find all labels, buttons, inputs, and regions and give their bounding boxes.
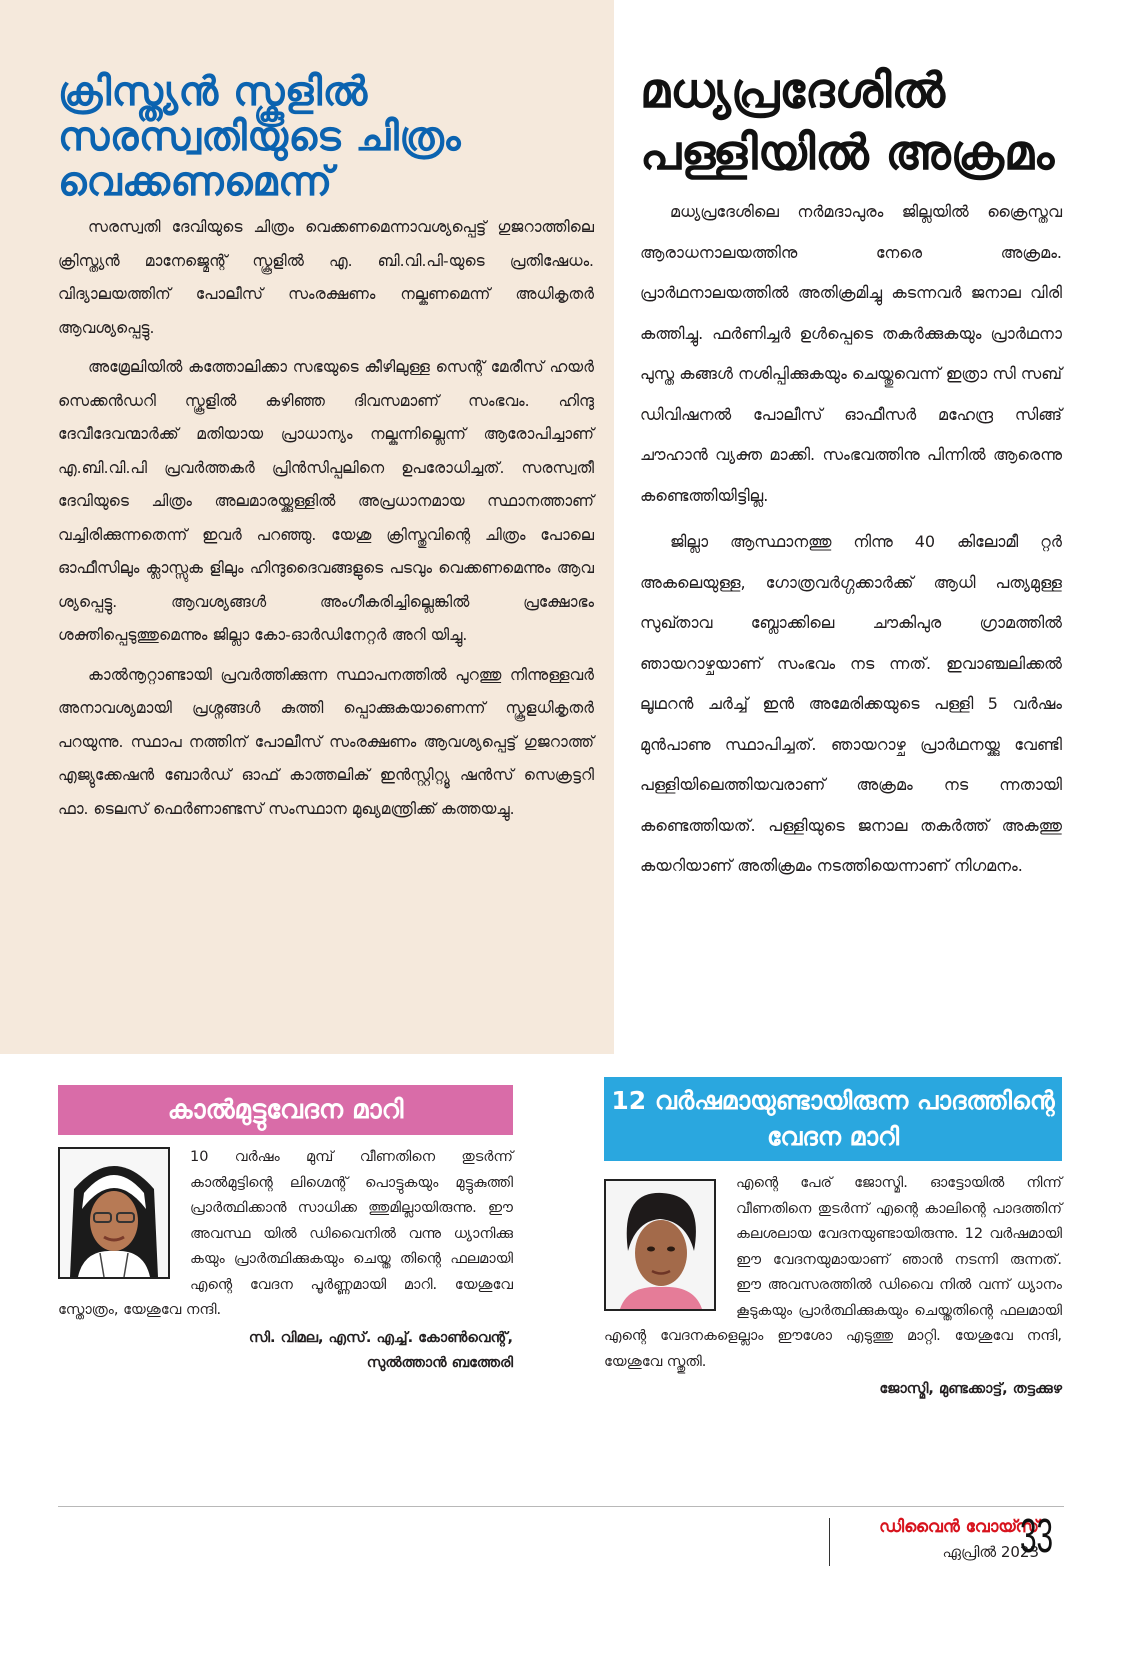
- testimony-banner: 12 വർഷമായുണ്ടായിരുന്ന പാദത്തിന്റെ വേദന മാറി: [604, 1077, 1062, 1161]
- article-headline: ക്രിസ്ത്യൻ സ്കൂളിൽ സരസ്വതിയുടെ ചിത്രം വെക്കണമെന്ന്: [58, 69, 462, 205]
- testimony-foot-pain: [604, 1077, 1062, 1402]
- article-paragraph: കാൽനൂറ്റാണ്ടായി പ്രവർത്തിക്കുന്ന സ്ഥാപനത്തിൽ പുറത്തു നിന്നുള്ളവർ അനാവശ്യമായി പ്രശ്നങ്ങൾ കുത്തി പ്പൊക്കുകയാണെന്ന് സ്കൂളധികൃതർ പറയുന്നു. സ്ഥാപ നത്തിന് പോലീസ് സംരക്ഷണം ആവശ്യപ്പെട്ട് ഗുജറാത്ത് എജ്യുക്കേഷൻ ബോർഡ് ഓഫ് കാത്തലിക് ഇൻസ്റ്റിറ്റ്യൂ ഷൻസ് സെക്രട്ടറി ഫാ. ടെലസ് ഫെർണാണ്ടസ് സംസ്ഥാന മുഖ്യമന്ത്രിക്ക് കത്തയച്ചു.: [58, 665, 594, 818]
- footer-rule: [58, 1506, 1064, 1507]
- woman-portrait-icon: [606, 1181, 714, 1309]
- signature-line: സി. വിമല, എസ്. എച്ച്. കോൺവെന്റ്,: [248, 1329, 513, 1346]
- article-madhya-pradesh-church: [640, 60, 1062, 893]
- testimony-text: എന്റെ പേര് ജോസ്മി. ഓട്ടോയിൽ നിന്ന് വീണതിനെ തുടർന്ന് എന്റെ കാലിന്റെ പാദത്തിന് കലശലായ വേദനയുണ്ടായിരുന്നു. 12 വർഷമായി ഈ വേദനയുമായാണ് ഞാൻ നടന്നി രുന്നത്. ഈ അവസരത്തിൽ ഡിവൈ നിൽ വന്ന് ധ്യാനം കൂടുകയും പ്രാർത്ഥിക്കുകയും ചെയ്തതിന്റെ ഫലമായി എന്റെ വേദനകളെല്ലാം ഈശോ എടുത്തു മാറ്റി. യേശുവേ നന്ദി, യേശുവേ സ്തുതി.: [604, 1175, 1062, 1370]
- testimony-banner: കാൽമുട്ടുവേദന മാറി: [58, 1085, 513, 1135]
- testimony-text: 10 വർഷം മുമ്പ് വീണതിനെ തുടർന്ന് കാൽമുട്ടിന്റെ ലിഗ്മെന്റ് പൊട്ടുകയും മുട്ടുകുത്തി പ്രാർത്ഥിക്കാൻ സാധിക്ക ത്തുമില്ലായിരുന്നു. ഈ അവസ്ഥ യിൽ ഡിവൈനിൽ വന്നു ധ്യാനിക്കു കയും പ്രാർത്ഥിക്കുകയും ചെയ്ത തിന്റെ ഫലമായി എന്റെ വേദന പൂർണ്ണമായി മാറി. യേശുവേ സ്തോത്രം, യേശുവേ നന്ദി.: [58, 1149, 513, 1318]
- article-christian-school: [58, 70, 594, 832]
- testimony-photo: [58, 1147, 170, 1279]
- article-paragraph: മധ്യപ്രദേശിലെ നർമദാപുരം ജില്ലയിൽ ക്രൈസ്തവ ആരാധനാലയത്തിനു നേരെ അക്രമം. പ്രാർഥനാലയത്തിൽ അതിക്രമിച്ചു കടന്നവർ ജനാല വിരി കത്തിച്ചു. ഫർണിച്ചർ ഉൾപ്പെടെ തകർക്കുകയും പ്രാർഥനാ പുസ്ത കങ്ങൾ നശിപ്പിക്കുകയും ചെയ്തുവെന്ന് ഇത്രാ സി സബ് ഡിവിഷനൽ പോലീസ് ഓഫീസർ മഹേന്ദ്ര സിങ്ങ് ചൗഹാൻ വ്യക്ത മാക്കി. സംഭവത്തിനു പിന്നിൽ ആരെന്നു കണ്ടെത്തിയിട്ടില്ല.: [640, 202, 1062, 505]
- article-paragraph: ജില്ലാ ആസ്ഥാനത്തു നിന്നു 40 കിലോമീ റ്റർ അകലെയുള്ള, ഗോത്രവർഗ്ഗക്കാർക്ക് ആധി പത്യമുള്ള സുഖ്താവ ബ്ലോക്കിലെ ചൗകിപുര ഗ്രാമത്തിൽ ഞായറാഴ്ചയാണ് സംഭവം നട ന്നത്. ഇവാഞ്ചലിക്കൽ ലൂഥറൻ ചർച്ച് ഇൻ അമേരിക്കയുടെ പള്ളി 5 വർഷം മുൻപാണു സ്ഥാപിച്ചത്. ഞായറാഴ്ച പ്രാർഥനയ്ക്കു വേണ്ടി പള്ളിയിലെത്തിയവരാണ് അക്രമം നട ന്നതായി കണ്ടെത്തിയത്. പള്ളിയുടെ ജനാല തകർത്ത് അകത്തു കയറിയാണ് അതിക്രമം നടത്തിയെന്നാണ് നിഗമനം.: [640, 532, 1062, 875]
- testimony-signature: [604, 1377, 1062, 1402]
- article-paragraph: അമ്രേലിയിൽ കത്തോലിക്കാ സഭയുടെ കീഴിലുള്ള സെന്റ് മേരീസ് ഹയർ സെക്കൻഡറി സ്കൂളിൽ കഴിഞ്ഞ ദിവസമാണ് സംഭവം. ഹിന്ദു ദേവീദേവന്മാർക്ക് മതിയായ പ്രാധാന്യം നല്കുന്നില്ലെന്ന് ആരോപിച്ചാണ് എ.ബി.വി.പി പ്രവർത്തകർ പ്രിൻസിപ്പലിനെ ഉപരോധിച്ചത്. സരസ്വതീ ദേവിയുടെ ചിത്രം അലമാരയ്ക്കുള്ളിൽ അപ്രധാനമായ സ്ഥാനത്താണ് വച്ചിരിക്കുന്നതെന്ന് ഇവർ പറഞ്ഞു. യേശു ക്രിസ്തുവിന്റെ ചിത്രം പോലെ ഓഫീസിലും ക്ലാസ്സുക ളിലും ഹിന്ദുദൈവങ്ങളുടെ പടവും വെക്കണമെന്നും ആവ ശ്യപ്പെട്ടു. ആവശ്യങ്ങൾ അംഗീകരിച്ചില്ലെങ്കിൽ പ്രക്ഷോഭം ശക്തിപ്പെടുത്തുമെന്നും ജില്ലാ കോ-ഓർഡിനേറ്റർ അറി യിച്ചു.: [58, 358, 594, 644]
- signature-line: സുൽത്താൻ ബത്തേരി: [366, 1354, 513, 1371]
- article-paragraph: സരസ്വതി ദേവിയുടെ ചിത്രം വെക്കണമെന്നാവശ്യപ്പെട്ട് ഗുജറാത്തിലെ ക്രിസ്ത്യൻ മാനേജ്മെന്റ് സ്കൂളിൽ എ. ബി.വി.പി-യുടെ പ്രതിഷേധം. വിദ്യാലയത്തിന് പോലീസ് സംരക്ഷണം നല്കണമെന്ന് അധികൃതർ ആവശ്യപ്പെട്ടു.: [58, 218, 594, 337]
- nun-portrait-icon: [60, 1149, 168, 1277]
- page-number: 33: [1020, 1510, 1054, 1563]
- magazine-name: ഡിവൈൻ വോയ്സ്: [879, 1517, 1039, 1537]
- testimony-signature: [58, 1326, 513, 1376]
- article-headline: മധ്യപ്രദേശിൽ പള്ളിയിൽ അക്രമം: [640, 63, 1055, 181]
- testimony-photo: [604, 1179, 716, 1311]
- signature-line: ജോസ്മി, മുണ്ടക്കാട്ട്, തട്ടക്കുഴ: [879, 1381, 1062, 1397]
- testimony-knee-pain: [58, 1085, 513, 1376]
- issue-date: ഏപ്രിൽ 2023: [942, 1543, 1039, 1561]
